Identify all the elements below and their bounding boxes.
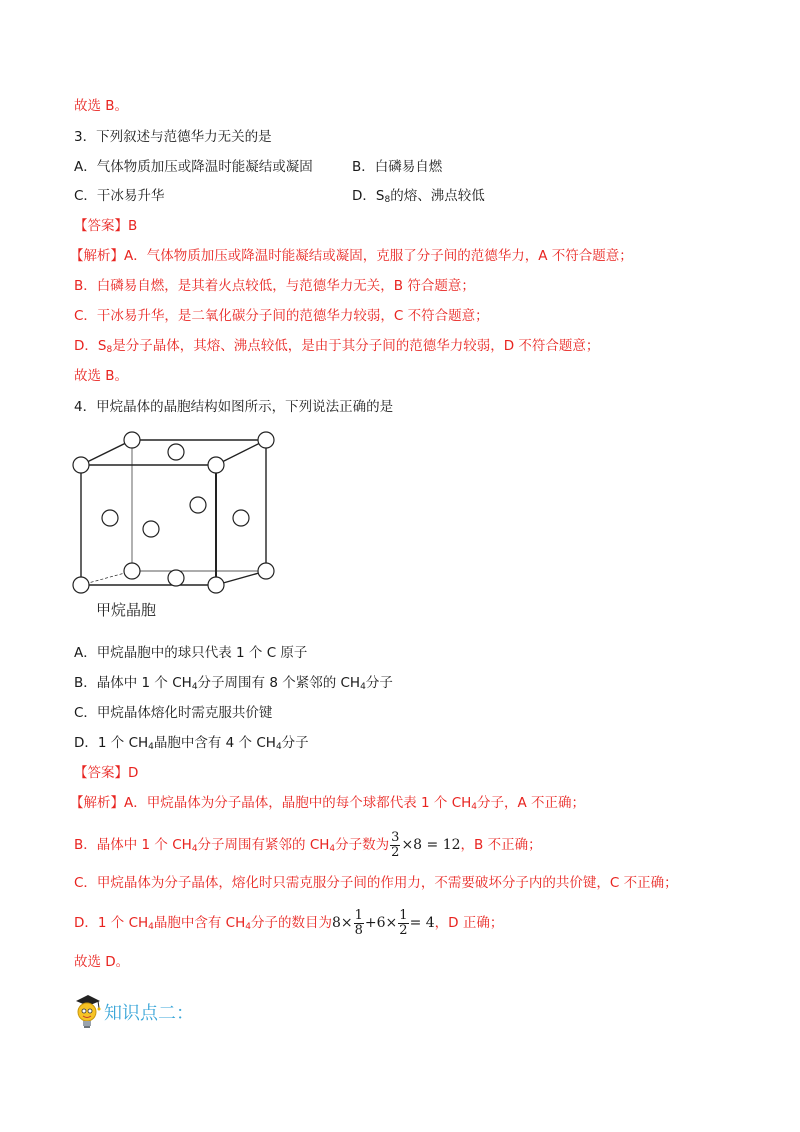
q3-stem: 3．下列叙述与范德华力无关的是	[74, 129, 272, 145]
q4-option-d: D．1 个 $CH_4$晶胞中含有 4 个 $CH_4$分子	[74, 735, 309, 752]
molecule-sphere	[143, 521, 159, 537]
lightbulb-scholar-icon	[72, 993, 102, 1031]
figure-caption: 甲烷晶胞	[96, 601, 157, 619]
molecule-sphere	[258, 563, 274, 579]
q4-analysis-a: 【解析】A．甲烷晶体为分子晶体，晶胞中的每个球都代表 1 个 $CH_4$分子，A 不正确；	[70, 795, 586, 812]
molecule-sphere	[233, 510, 249, 526]
fraction-1-2: $\frac{1}{2}$	[399, 907, 408, 938]
methane-unit-cell-diagram	[70, 425, 284, 625]
q3-answer: 【答案】B	[74, 218, 138, 234]
molecule-sphere	[258, 432, 274, 448]
q4-answer: 【答案】D	[74, 765, 139, 781]
section-heading	[72, 992, 194, 1032]
q3-analysis-a: 【解析】A．气体物质加压或降温时能凝结或凝固，克服了分子间的范德华力，A 不符合题意；	[70, 248, 633, 264]
methane-unit-cell-figure	[70, 425, 284, 625]
molecule-sphere	[102, 510, 118, 526]
q3-analysis-c: C．干冰易升华，是二氧化碳分子间的范德华力较弱，C 不符合题意；	[74, 308, 489, 324]
q4-analysis-b: B．晶体中 1 个 $CH_4$分子周围有紧邻的 $CH_4$分子数为 $\frac{3}{2}$ ×8 = 12，B 不正确；	[74, 829, 542, 860]
fraction-3-2: $\frac{3}{2}$	[391, 829, 400, 860]
q3-conclusion: 故选 B。	[74, 368, 129, 384]
molecule-sphere	[190, 497, 206, 513]
q3-option-d: D．$S_8$的熔、沸点较低	[352, 188, 485, 205]
molecule-sphere	[208, 457, 224, 473]
q4-analysis-d: D．1 个 $CH_4$晶胞中含有 $CH_4$分子的数目为8× $\frac{1}{8}$ +6× $\frac{1}{2}$ = 4，D 正确；	[74, 907, 504, 938]
fraction-1-8: $\frac{1}{8}$	[354, 907, 363, 938]
section-heading-text: 知识点二：	[104, 1003, 194, 1024]
molecule-sphere	[124, 432, 140, 448]
q3-analysis-b: B．白磷易自燃，是其着火点较低，与范德华力无关，B 符合题意；	[74, 278, 475, 294]
molecule-sphere	[73, 577, 89, 593]
q4-stem: 4．甲烷晶体的晶胞结构如图所示，下列说法正确的是	[74, 399, 394, 415]
molecule-sphere	[208, 577, 224, 593]
q4-option-a: A．甲烷晶胞中的球只代表 1 个 C 原子	[74, 645, 308, 661]
q3-option-c: C．干冰易升华	[74, 188, 165, 204]
q4-conclusion: 故选 D。	[74, 954, 130, 970]
molecule-sphere	[168, 570, 184, 586]
q3-analysis-d: D．$S_8$是分子晶体，其熔、沸点较低，是由于其分子间的范德华力较弱，D 不符合题意；	[74, 338, 600, 355]
molecule-sphere	[73, 457, 89, 473]
q2-conclusion: 故选 B。	[74, 98, 129, 114]
molecule-sphere	[168, 444, 184, 460]
molecule-sphere	[124, 563, 140, 579]
q3-option-b: B．白磷易自燃	[352, 159, 443, 175]
q4-option-b: B．晶体中 1 个 $CH_4$分子周围有 8 个紧邻的 $CH_4$分子	[74, 675, 393, 692]
q4-option-c: C．甲烷晶体熔化时需克服共价键	[74, 705, 273, 721]
q4-analysis-c: C．甲烷晶体为分子晶体，熔化时只需克服分子间的作用力，不需要破坏分子内的共价键，C 不正确；	[74, 875, 678, 891]
q3-option-a: A．气体物质加压或降温时能凝结或凝固	[74, 159, 313, 175]
